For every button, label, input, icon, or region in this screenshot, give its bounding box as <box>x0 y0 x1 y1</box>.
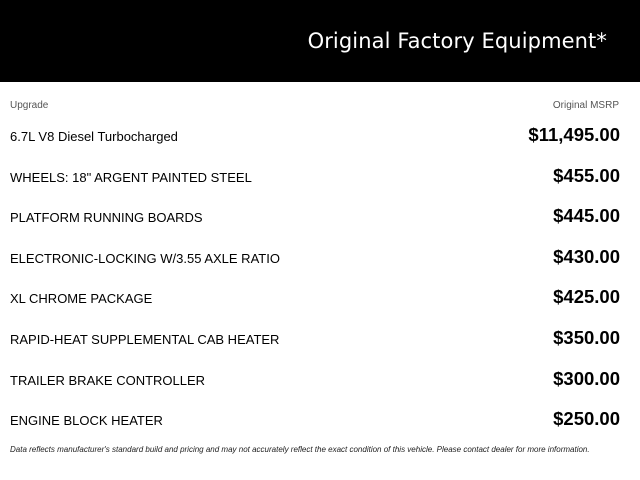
equipment-name: WHEELS: 18" ARGENT PAINTED STEEL <box>10 169 252 185</box>
equipment-row <box>0 197 640 238</box>
equipment-list <box>0 116 640 441</box>
equipment-name: RAPID-HEAT SUPPLEMENTAL CAB HEATER <box>10 331 280 347</box>
equipment-price: $445.00 <box>553 205 620 227</box>
equipment-name: XL CHROME PACKAGE <box>10 291 153 307</box>
column-header-msrp: Original MSRP <box>552 100 619 111</box>
equipment-name: PLATFORM RUNNING BOARDS <box>10 210 203 226</box>
equipment-price: $300.00 <box>553 367 620 389</box>
equipment-row <box>0 116 640 157</box>
equipment-row <box>0 360 640 401</box>
equipment-price: $250.00 <box>553 408 620 430</box>
equipment-name: ELECTRONIC-LOCKING W/3.55 AXLE RATIO <box>10 250 280 266</box>
equipment-row <box>0 157 640 198</box>
equipment-row <box>0 278 640 319</box>
equipment-price: $430.00 <box>553 245 620 267</box>
equipment-price: $455.00 <box>553 164 620 186</box>
equipment-name: TRAILER BRAKE CONTROLLER <box>10 372 206 388</box>
equipment-row <box>0 319 640 360</box>
equipment-name: ENGINE BLOCK HEATER <box>10 413 163 429</box>
equipment-price: $350.00 <box>553 326 620 348</box>
page-title: Original Factory Equipment* <box>307 29 607 53</box>
equipment-row <box>0 400 640 441</box>
equipment-price: $11,495.00 <box>528 124 620 145</box>
equipment-row <box>0 238 640 279</box>
column-header-upgrade: Upgrade <box>10 100 49 111</box>
disclaimer-text: Data reflects manufacturer's standard build and pricing and may not accurately reflect the exact condition of this vehicle. Please contact dealer for more information. <box>10 445 590 454</box>
header-bar <box>0 0 640 82</box>
equipment-name: 6.7L V8 Diesel Turbocharged <box>10 129 178 144</box>
equipment-price: $425.00 <box>553 286 620 308</box>
